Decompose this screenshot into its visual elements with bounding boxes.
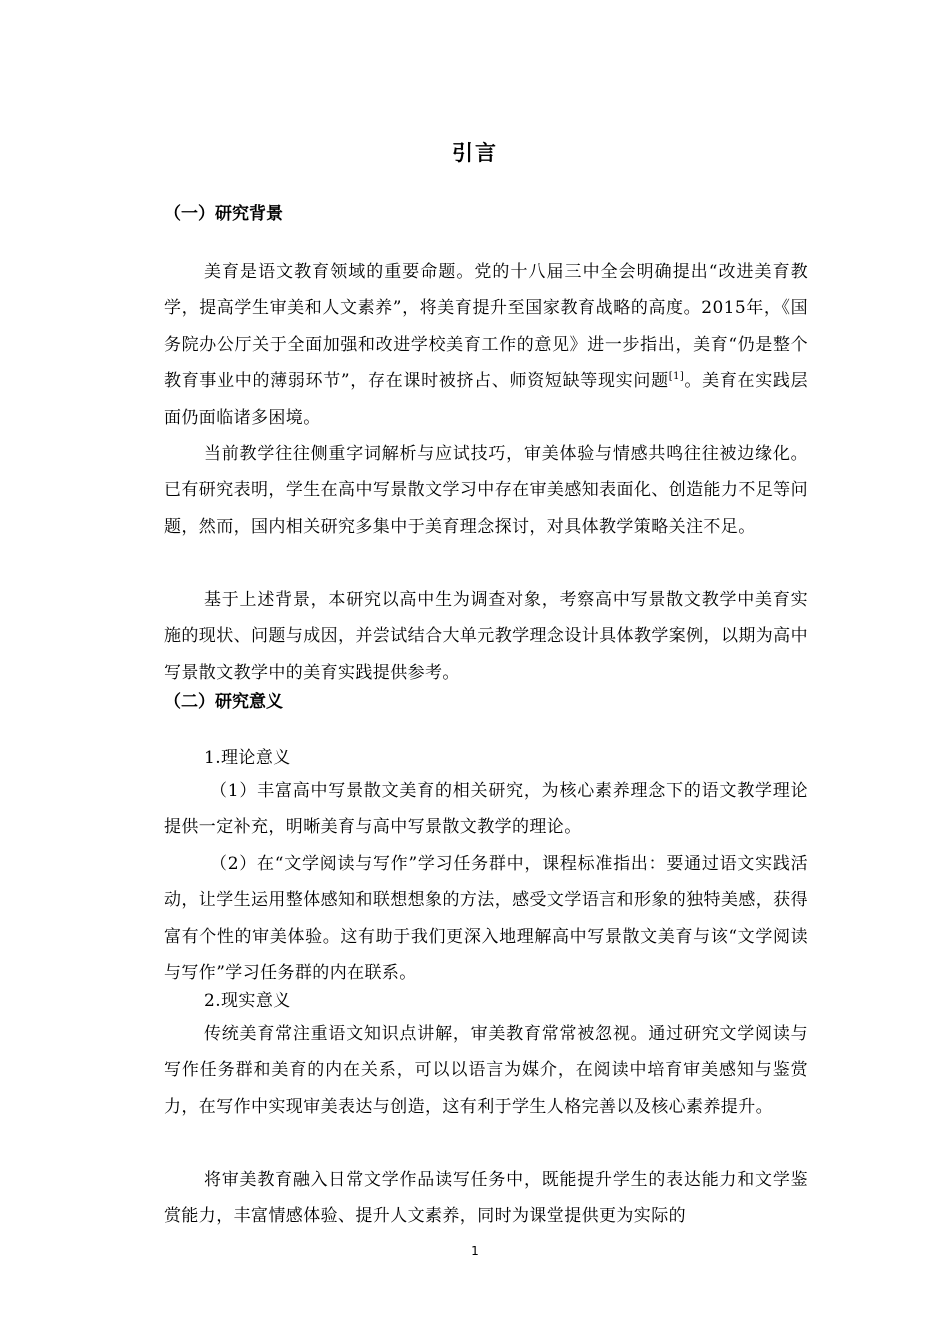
page-title: 引言: [452, 141, 498, 165]
theoretical-item-2: （2）在“文学阅读与写作”学习任务群中，课程标准指出：要通过语文实践活动，让学生运用整体感知和联想想象的方法，感受文学语言和形象的独特美感，获得富有个性的审美体验。这有助于我们更深入地理解高中写景散文美育与该“文学阅读与写作”学习任务群的内在联系。: [164, 854, 808, 984]
background-paragraph-2: 当前教学往往侧重字词解析与应试技巧，审美体验与情感共鸣往往被边缘化。已有研究表明，学生在高中写景散文学习中存在审美感知表面化、创造能力不足等问题，然而，国内相关研究多集中于美育理念探讨，对具体教学策略关注不足。: [164, 444, 808, 537]
background-paragraph-1: [164, 254, 808, 436]
background-paragraph-3: 基于上述背景，本研究以高中生为调查对象，考察高中写景散文教学中美育实施的现状、问题与成因，并尝试结合大单元教学理念设计具体教学案例，以期为高中写景散文教学中的美育实践提供参考。: [164, 590, 808, 683]
practical-paragraph-2: 将审美教育融入日常文学作品读写任务中，既能提升学生的表达能力和文学鉴赏能力，丰富情感体验、提升人文素养，同时为课堂提供更为实际的: [164, 1170, 808, 1227]
subheading-practical: 2.现实意义: [204, 991, 291, 1011]
citation-1: [1]: [668, 371, 685, 383]
section-heading-background: （一）研究背景: [164, 204, 283, 224]
page-number: 1: [471, 1244, 479, 1258]
background-paragraph-1-text: 美育是语文教育领域的重要命题。党的十八届三中全会明确提出“改进美育教学，提高学生审美和人文素养”，将美育提升至国家教育战略的高度。2015年，《国务院办公厅关于全面加强和改进学校美育工作的意见》进一步指出，美育“仍是整个教育事业中的薄弱环节”，存在课时被挤占、师资短缺等现实问题: [164, 262, 808, 392]
subheading-theoretical: 1.理论意义: [204, 748, 291, 768]
section-heading-significance: （二）研究意义: [164, 692, 283, 712]
practical-paragraph-1: 传统美育常注重语文知识点讲解，审美教育常常被忽视。通过研究文学阅读与写作任务群和美育的内在关系，可以以语言为媒介，在阅读中培育审美感知与鉴赏力，在写作中实现审美表达与创造，这有利于学生人格完善以及核心素养提升。: [164, 1024, 808, 1117]
theoretical-item-1: （1）丰富高中写景散文美育的相关研究，为核心素养理念下的语文教学理论提供一定补充，明晰美育与高中写景散文教学的理论。: [164, 781, 808, 838]
background-paragraph-1-text-end: 。美育在实践层面仍面临诸多困境。: [164, 371, 808, 428]
